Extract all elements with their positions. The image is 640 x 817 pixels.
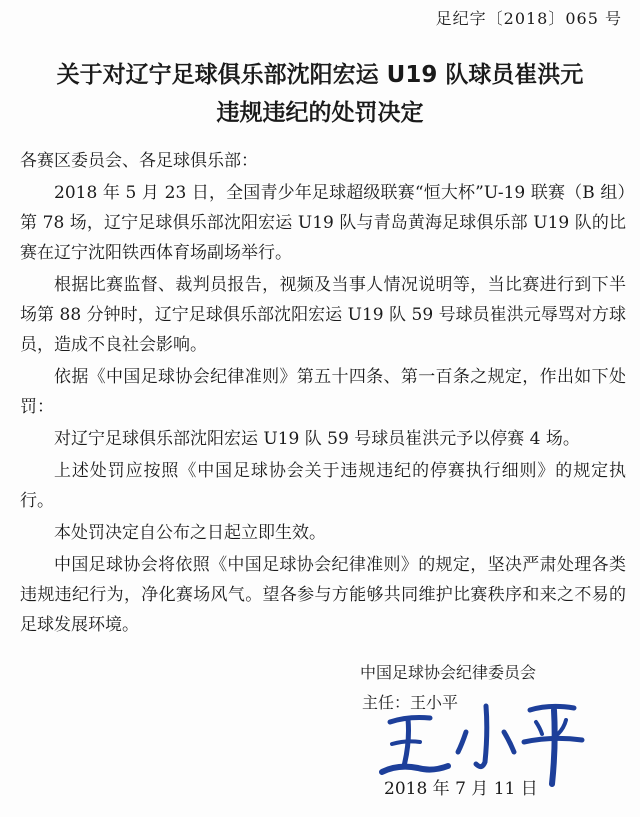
document-number: 足纪字〔2018〕065 号 [435, 9, 622, 28]
paragraph-basis: 依据《中国足球协会纪律准则》第五十四条、第一百条之规定，作出如下处罚： [20, 367, 626, 417]
paragraph-penalty: 对辽宁足球俱乐部沈阳宏运 U19 队 59 号球员崔洪元予以停赛 4 场。 [54, 429, 580, 449]
signoff-director: 主任：王小平 [362, 693, 459, 712]
document-title [0, 56, 640, 132]
handwritten-signature [368, 692, 608, 792]
paragraph-incident: 根据比赛监督、裁判员报告，视频及当事人情况说明等，当比赛进行到下半场第 88 分钟时，辽宁足球俱乐部沈阳宏运 U19 队 59 号球员崔洪元辱骂对方球员，造成不良社会影响。 [20, 275, 626, 355]
paragraph-effective: 本处罚决定自公布之日起立即生效。 [54, 523, 326, 543]
salutation: 各赛区委员会、各足球俱乐部： [20, 151, 258, 171]
title-line-2: 违规违纪的处罚决定 [216, 100, 424, 126]
document-body [20, 146, 626, 642]
title-line-1: 关于对辽宁足球俱乐部沈阳宏运 U19 队球员崔洪元 [56, 62, 584, 88]
signoff-date: 2018 年 7 月 11 日 [384, 779, 538, 799]
paragraph-match-info: 2018 年 5 月 23 日，全国青少年足球超级联赛“恒大杯”U-19 联赛（B 组）第 78 场，辽宁足球俱乐部沈阳宏运 U19 队与青岛黄海足球俱乐部 U19 队的比赛在辽宁沈阳铁西体育场副场举行。 [20, 183, 626, 263]
paragraph-closing: 中国足球协会将依照《中国足球协会纪律准则》的规定，坚决严肃处理各类违规违纪行为，净化赛场风气。望各参与方能够共同维护比赛秩序和来之不易的足球发展环境。 [20, 555, 626, 635]
paragraph-execution: 上述处罚应按照《中国足球协会关于违规违纪的停赛执行细则》的规定执行。 [20, 461, 626, 511]
signoff-organization: 中国足球协会纪律委员会 [360, 663, 537, 682]
